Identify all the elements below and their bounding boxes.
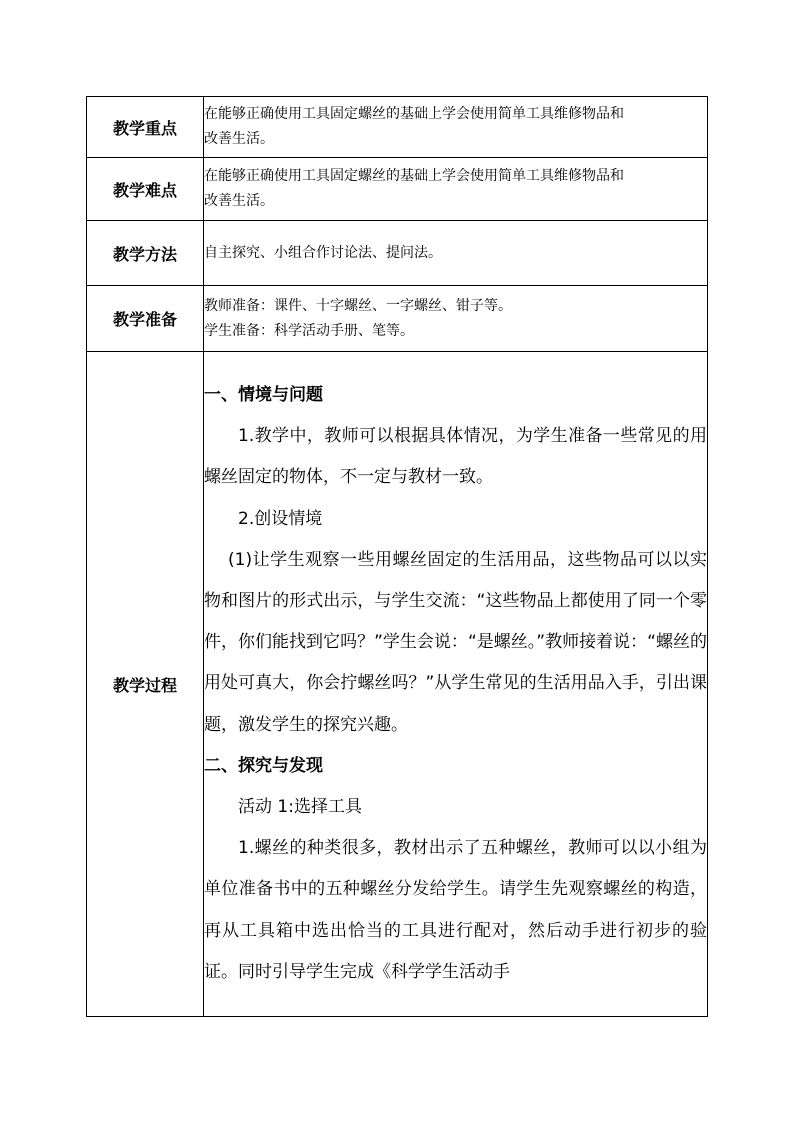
text-line: 教师准备：课件、十字螺丝、一字螺丝、钳子等。 — [204, 297, 512, 314]
paragraph-1: 1.教学中，教师可以根据具体情况，为学生准备一些常见的用螺丝固定的物体，不一定与教材一致。 — [204, 426, 707, 488]
row-content-preparation — [204, 286, 708, 352]
text-line: 改善生活。 — [204, 193, 274, 209]
text-line: 改善生活。 — [204, 131, 274, 147]
row-label-preparation: 教学准备 — [87, 286, 204, 352]
table-row — [87, 221, 708, 286]
row-content-methods — [204, 221, 708, 286]
paragraph-3: (1)让学生观察一些用螺丝固定的生活用品，这些物品可以以实物和图片的形式出示，与学生交流：“这些物品上都使用了同一个零件，你们能找到它吗？”学生会说：“是螺丝。”教师接着说：“螺丝的用处可真大，你会拧螺丝吗？”从学生常见的生活用品入手，引出课题，激发学生的探究兴趣。 — [204, 549, 707, 735]
section-heading-1: 一、情境与问题 — [204, 384, 323, 405]
text-line: 在能够正确使用工具固定螺丝的基础上学会使用简单工具维修物品和 — [204, 168, 624, 184]
row-content-process — [204, 352, 708, 1017]
table-row — [87, 352, 708, 1017]
row-label-key-points: 教学重点 — [87, 97, 204, 158]
text-line: 在能够正确使用工具固定螺丝的基础上学会使用简单工具维修物品和 — [204, 106, 624, 122]
table-row — [87, 97, 708, 158]
row-content-key-points — [204, 97, 708, 158]
activity-title: 活动 1:选择工具 — [238, 797, 362, 817]
text-line: 自主探究、小组合作讨论法、提问法。 — [204, 244, 442, 261]
paragraph-4: 1.螺丝的种类很多，教材出示了五种螺丝，教师可以以小组为单位准备书中的五种螺丝分发给学生。请学生先观察螺丝的构造，再从工具箱中选出恰当的工具进行配对，然后动手进行初步的验证。同时引导学生完成《科学学生活动手 — [204, 838, 707, 982]
section-heading-2: 二、探究与发现 — [204, 755, 323, 776]
text-line: 学生准备：科学活动手册、笔等。 — [204, 322, 414, 339]
paragraph-2: 2.创设情境 — [238, 508, 323, 529]
table-row — [87, 158, 708, 221]
row-label-methods: 教学方法 — [87, 221, 204, 286]
row-content-difficulties — [204, 158, 708, 221]
table-row — [87, 286, 708, 352]
row-label-process: 教学过程 — [87, 352, 204, 1017]
row-label-difficulties: 教学难点 — [87, 158, 204, 221]
lesson-plan-table — [86, 96, 708, 1017]
